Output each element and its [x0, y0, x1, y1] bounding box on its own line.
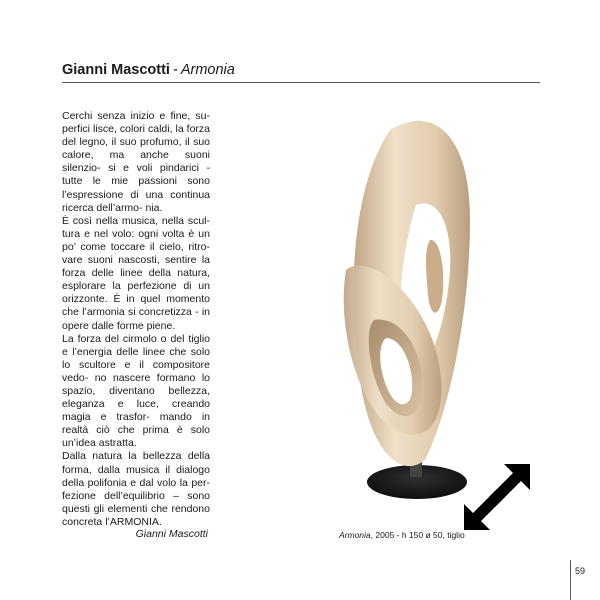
body-line: calore, ma anche suoni silenzio-: [62, 149, 210, 175]
body-line: È così nella musica, nella scul-: [62, 214, 210, 227]
body-line: solo un’idea astratta.: [62, 424, 210, 450]
paragraph-3: [62, 333, 210, 451]
body-line: fezione dell’equilibrio – sono: [62, 489, 210, 502]
signature: Gianni Mascotti: [135, 528, 208, 540]
caption-details: , 2005 - h 150 ø 50, tiglio: [370, 530, 465, 540]
body-line: orizzonte. È in quel momento: [62, 293, 210, 306]
author-name: Gianni Mascotti: [62, 62, 170, 78]
body-line: passioni sono l’espressione di: [62, 175, 210, 201]
expand-arrows-icon[interactable]: [464, 464, 530, 530]
body-line: questi gli elementi che rendono: [62, 502, 210, 515]
body-line: tura e nel volo: ogni volta è un: [62, 227, 210, 240]
artist-statement: [62, 110, 210, 529]
body-line: si e voli pindarici - tutte le mie: [62, 162, 210, 188]
body-line: po’ come toccare il cielo, ritro-: [62, 240, 210, 253]
body-line: concreta l’ARMONIA.: [62, 515, 162, 528]
body-line: Cerchi senza inizio e fine, su-: [62, 110, 210, 122]
body-line: forza delle linee della natura,: [62, 267, 210, 280]
body-line: no nascere formano lo spazio,: [62, 371, 210, 397]
body-line: che l’armonia si concretizza - in: [62, 306, 210, 319]
body-line: mando in realtà ciò che prima è: [62, 411, 210, 437]
body-line: nia.: [145, 201, 163, 214]
body-line: una continua ricerca dell’armo-: [62, 188, 210, 214]
page-title: [62, 62, 235, 78]
title-divider: [62, 82, 540, 83]
page-number: 59: [575, 566, 586, 576]
body-line: l’energia delle linee che solo lo: [62, 345, 211, 371]
paragraph-2: [62, 215, 210, 333]
body-line: del legno, il suo profumo, il suo: [62, 136, 210, 149]
body-line: Dalla natura la bellezza della: [62, 450, 210, 463]
caption-title: Armonia: [339, 530, 371, 540]
body-line: vare suoni nascosti, sentire la: [62, 254, 210, 267]
paragraph-4: [62, 450, 210, 529]
body-line: luce, creando magia e trasfor-: [62, 398, 210, 424]
photo-caption: [339, 530, 465, 540]
body-line: opere dalle forme piene.: [62, 319, 176, 332]
sculpture-photo: [330, 110, 480, 505]
work-title: Armonia: [180, 62, 235, 78]
paragraph-1: [62, 110, 210, 215]
body-line: diventano bellezza, eleganza e: [62, 384, 210, 411]
body-line: forma, dalla musica il dialogo: [62, 463, 210, 476]
title-separator: -: [172, 62, 178, 78]
body-line: della polifonia e dal volo la per-: [62, 476, 210, 489]
body-line: La forza del cirmolo o del tiglio e: [62, 332, 210, 358]
page-number-rule: [570, 560, 571, 600]
body-line: scultore e il compositore vedo-: [62, 358, 210, 384]
body-line: esplorare la perfezione di un: [62, 280, 210, 293]
body-line: perfici lisce, colori caldi, la forza: [62, 123, 210, 136]
